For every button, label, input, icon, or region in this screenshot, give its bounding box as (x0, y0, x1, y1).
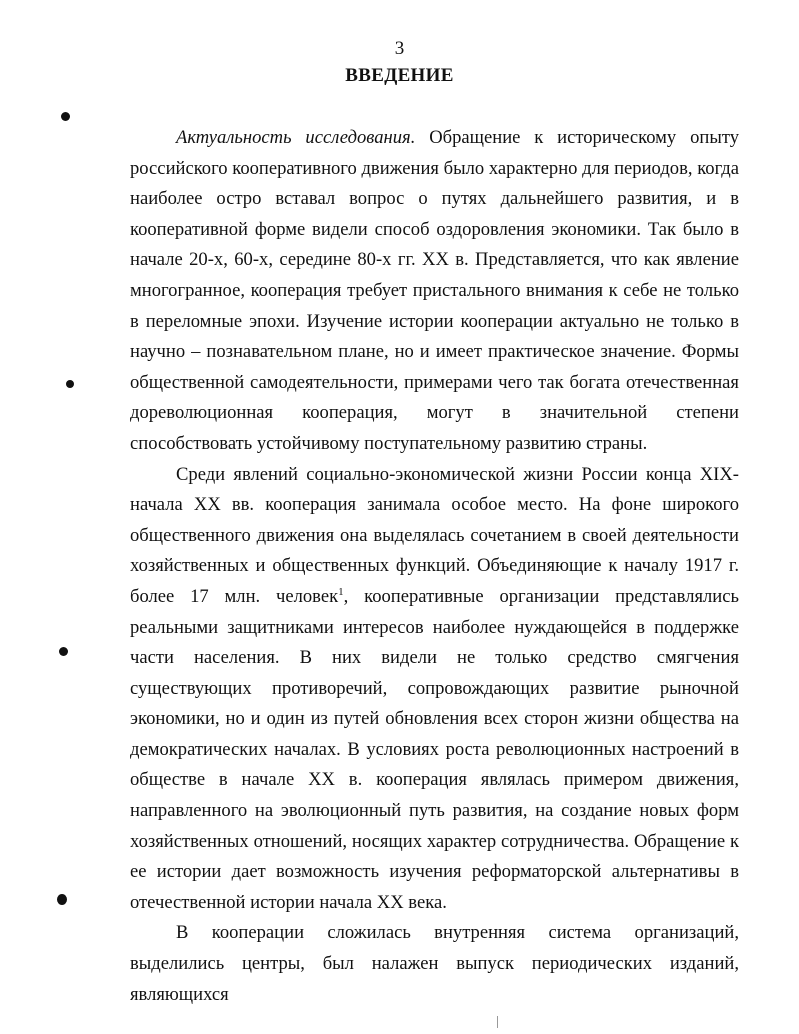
paragraph-text: , кооперативные организации представлялись реальными защитниками интересов наиболее нуждающейся в поддержке части населения. В них видели не только средство смягчения существующих противоречий, сопровождающих развитие рыночной экономики, но и один из путей обновления всех сторон жизни общества на демократических началах. В условиях роста революционных настроений в обществе в начале XX в. кооперация являлась примером движения, направленного на эволюционный путь развития, на создание новых форм хозяйственных отношений, носящих характер сотрудничества. Обращение к ее истории дает возможность изучения реформаторской альтернативы в отечественной истории начала XX века. (130, 585, 739, 913)
paragraph-text: В кооперации сложилась внутренняя система организаций, выделились центры, был налажен выпуск периодических изданий, являющихся (130, 922, 739, 1005)
margin-mark (497, 1016, 498, 1028)
paragraph (130, 460, 739, 919)
paragraph (130, 918, 739, 1010)
margin-mark (61, 112, 70, 121)
page-number: 3 (394, 38, 405, 59)
margin-mark (59, 647, 68, 656)
paragraph-text: Среди явлений социально-экономической жизни России конца XIX-начала XX вв. кооперация занимала особое место. На фоне широкого общественного движения она выделялась сочетанием в своей деятельности хозяйственных и общественных функций. Объединяющие к началу 1917 г. более 17 млн. человек (130, 463, 739, 607)
paragraph (130, 123, 739, 460)
body-text (130, 123, 739, 1010)
paragraph-text: Обращение к историческому опыту российского кооперативного движения было характерно для периодов, когда наиболее остро вставал вопрос о путях дальнейшего развития, и в кооперативной форме видели способ оздоровления экономики. Так было в начале 20-х, 60-х, середине 80-х гг. XX в. Представляется, что как явление многогранное, кооперация требует пристального внимания к себе не только в переломные эпохи. Изучение истории кооперации актуально не только в научно – познавательном плане, но и имеет практическое значение. Формы общественной самодеятельности, примерами чего так богата отечественная дореволюционная кооперация, могут в значительной степени способствовать устойчивому поступательному развитию страны. (130, 127, 739, 454)
margin-mark (66, 380, 74, 388)
footnote-ref[interactable]: 1 (338, 585, 344, 598)
page-heading: ВВЕДЕНИЕ (345, 65, 454, 86)
paragraph-lead: Актуальность исследования. (176, 127, 416, 148)
margin-mark (57, 894, 67, 905)
